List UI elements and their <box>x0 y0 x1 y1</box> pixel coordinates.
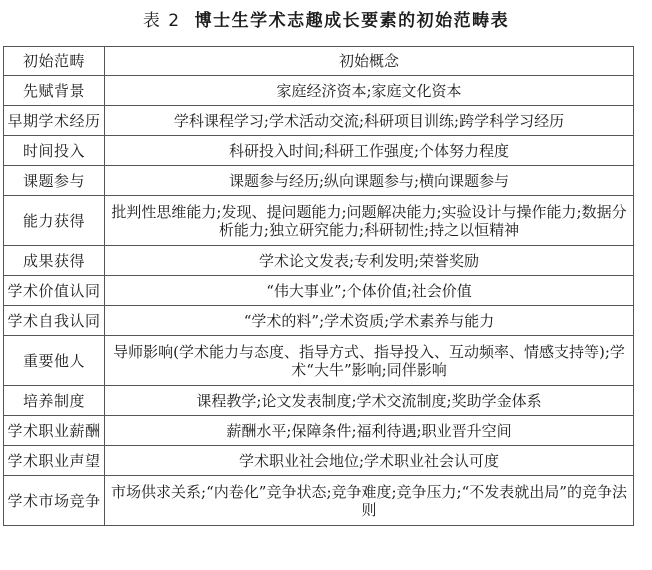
category-cell: 能力获得 <box>4 196 105 246</box>
concepts-cell: 批判性思维能力;发现、提问题能力;问题解决能力;实验设计与操作能力;数据分析能力;独立研究能力;科研韧性;持之以恒精神 <box>105 196 634 246</box>
category-cell: 先赋背景 <box>4 76 105 106</box>
category-cell: 成果获得 <box>4 246 105 276</box>
category-cell: 重要他人 <box>4 336 105 386</box>
table-row <box>4 106 634 136</box>
table-row <box>4 306 634 336</box>
table-row <box>4 196 634 246</box>
table-row <box>4 446 634 476</box>
category-cell: 早期学术经历 <box>4 106 105 136</box>
category-cell: 学术职业薪酬 <box>4 416 105 446</box>
category-cell: 学术职业声望 <box>4 446 105 476</box>
category-cell: 时间投入 <box>4 136 105 166</box>
category-cell: 学术价值认同 <box>4 276 105 306</box>
table-number: 表 2 <box>142 11 181 31</box>
concepts-cell: 家庭经济资本;家庭文化资本 <box>105 76 634 106</box>
concepts-cell: 课题参与经历;纵向课题参与;横向课题参与 <box>105 166 634 196</box>
table-row <box>4 476 634 526</box>
concepts-cell: 市场供求关系;“内卷化”竞争状态;竞争难度;竞争压力;“不发表就出局”的竞争法则 <box>105 476 634 526</box>
table-caption <box>0 6 652 31</box>
concepts-cell: 学科课程学习;学术活动交流;科研项目训练;跨学科学习经历 <box>105 106 634 136</box>
concepts-cell: 学术职业社会地位;学术职业社会认可度 <box>105 446 634 476</box>
concepts-cell: 学术论文发表;专利发明;荣誉奖励 <box>105 246 634 276</box>
table-row <box>4 336 634 386</box>
table-title: 博士生学术志趣成长要素的初始范畴表 <box>194 11 510 31</box>
concepts-cell: 课程教学;论文发表制度;学术交流制度;奖助学金体系 <box>105 386 634 416</box>
table-row <box>4 386 634 416</box>
table-row <box>4 246 634 276</box>
table-row <box>4 276 634 306</box>
category-cell: 课题参与 <box>4 166 105 196</box>
concepts-cell: “学术的料”;学术资质;学术素养与能力 <box>105 306 634 336</box>
category-cell: 学术自我认同 <box>4 306 105 336</box>
category-cell: 学术市场竞争 <box>4 476 105 526</box>
table-header-row <box>4 47 634 76</box>
header-category: 初始范畴 <box>4 47 105 76</box>
table-row <box>4 416 634 446</box>
table-row <box>4 166 634 196</box>
table-row <box>4 76 634 106</box>
concepts-cell: 导师影响(学术能力与态度、指导方式、指导投入、互动频率、情感支持等);学术“大牛”影响;同伴影响 <box>105 336 634 386</box>
category-cell: 培养制度 <box>4 386 105 416</box>
header-concepts: 初始概念 <box>105 47 634 76</box>
concepts-cell: 薪酬水平;保障条件;福利待遇;职业晋升空间 <box>105 416 634 446</box>
initial-categories-table <box>3 46 634 526</box>
concepts-cell: 科研投入时间;科研工作强度;个体努力程度 <box>105 136 634 166</box>
concepts-cell: “伟大事业”;个体价值;社会价值 <box>105 276 634 306</box>
table-row <box>4 136 634 166</box>
